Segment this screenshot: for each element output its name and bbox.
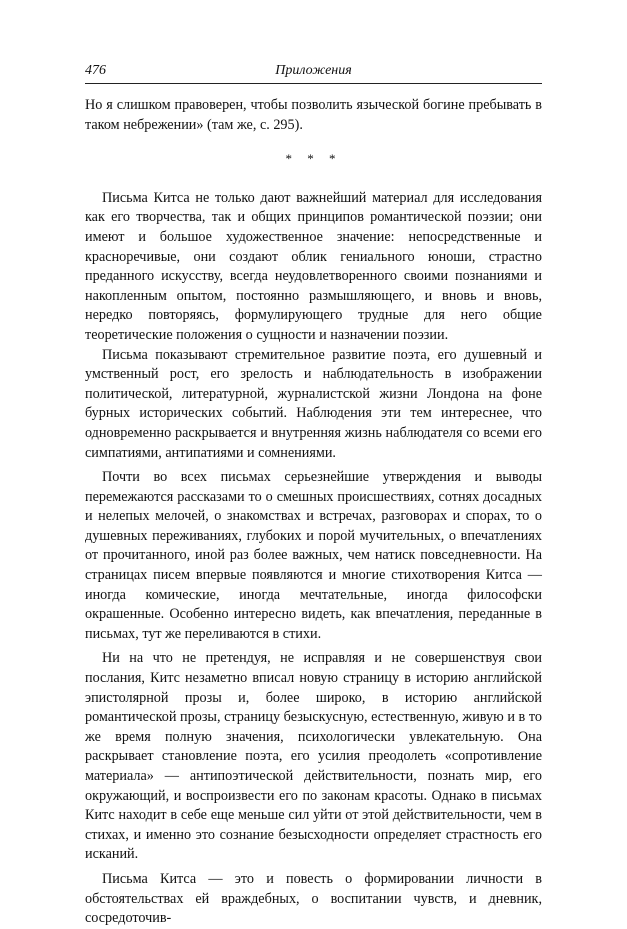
paragraph-4: Ни на что не претендуя, не исправляя и не совершенствуя свои послания, Китс незаметно вписал новую страницу в историю английской эпистолярной прозы и, более широко, в историю английской романтической прозы, страницу безыскусную, естественную, живую и в то же время полную значения, психологически увлекательную. Она раскрывает становление поэта, его усилия преодолеть «сопротивление материала» — антипоэтической действительности, познать мир, его окружающий, и воспроизвести его по законам красоты. Однако в письмах Китс находит в себе еще меньше сил уйти от этой действительности, чем в стихах, и именно это сознание безысходности определяет страстность его исканий. bbox=[85, 650, 542, 863]
running-title: Приложения bbox=[275, 63, 352, 78]
section-separator: * * * bbox=[285, 151, 342, 167]
paragraph-2: Письма показывают стремительное развитие поэта, его душевный и умственный рост, его зрелость и наблюдательность в изображении политической, литературной, журналистской жизни Лондона на фоне бурных исторических событий. Наблюдения эти тем интереснее, что одновременно раскрывается и внутренняя жизнь наблюдателя со всеми его симпатиями, антипатиями и сомнениями. bbox=[85, 346, 542, 461]
paragraph-5: Письма Китса — это и повесть о формировании личности в обстоятельствах ей враждебных, о воспитании чувств, и дневник, сосредоточив- bbox=[85, 870, 542, 927]
page-header bbox=[85, 63, 542, 84]
continuation-paragraph: Но я слишком правоверен, чтобы позволить языческой богине пребывать в таком небрежении» (там же, с. 295). bbox=[85, 97, 542, 133]
paragraph-1: Письма Китса не только дают важнейший материал для исследования как его творчества, так и общих принципов романтической поэзии; они имеют и большое художественное значение: непосредственные и красноречивые, они создают облик гениального юноши, страстно преданного искусству, всегда неудовлетворенного своими познаниями и накопленным опытом, постоянно размышляющего, и вновь и вновь, нередко повторяясь, формулирующего трудные для него общие теоретические положения о сущности и назначении поэзии. bbox=[85, 189, 542, 343]
paragraph-3: Почти во всех письмах серьезнейшие утверждения и выводы перемежаются рассказами то о смешных происшествиях, сотнях досадных и нелепых мелочей, о знакомствах и встречах, разговорах и спорах, то о душевных переживаниях, глубоких и порой мучительных, о впечатлениях от прочитанного, иной раз более важных, чем натиск повседневности. На страницах писем впервые появляются и многие стихотворения Китса — иногда комические, иногда мечтательные, иногда философски окрашенные. Особенно интересно видеть, как впечатления, переданные в письмах, тут же переливаются в стихи. bbox=[85, 469, 542, 642]
page-body bbox=[85, 96, 542, 929]
page-number: 476 bbox=[85, 63, 106, 78]
